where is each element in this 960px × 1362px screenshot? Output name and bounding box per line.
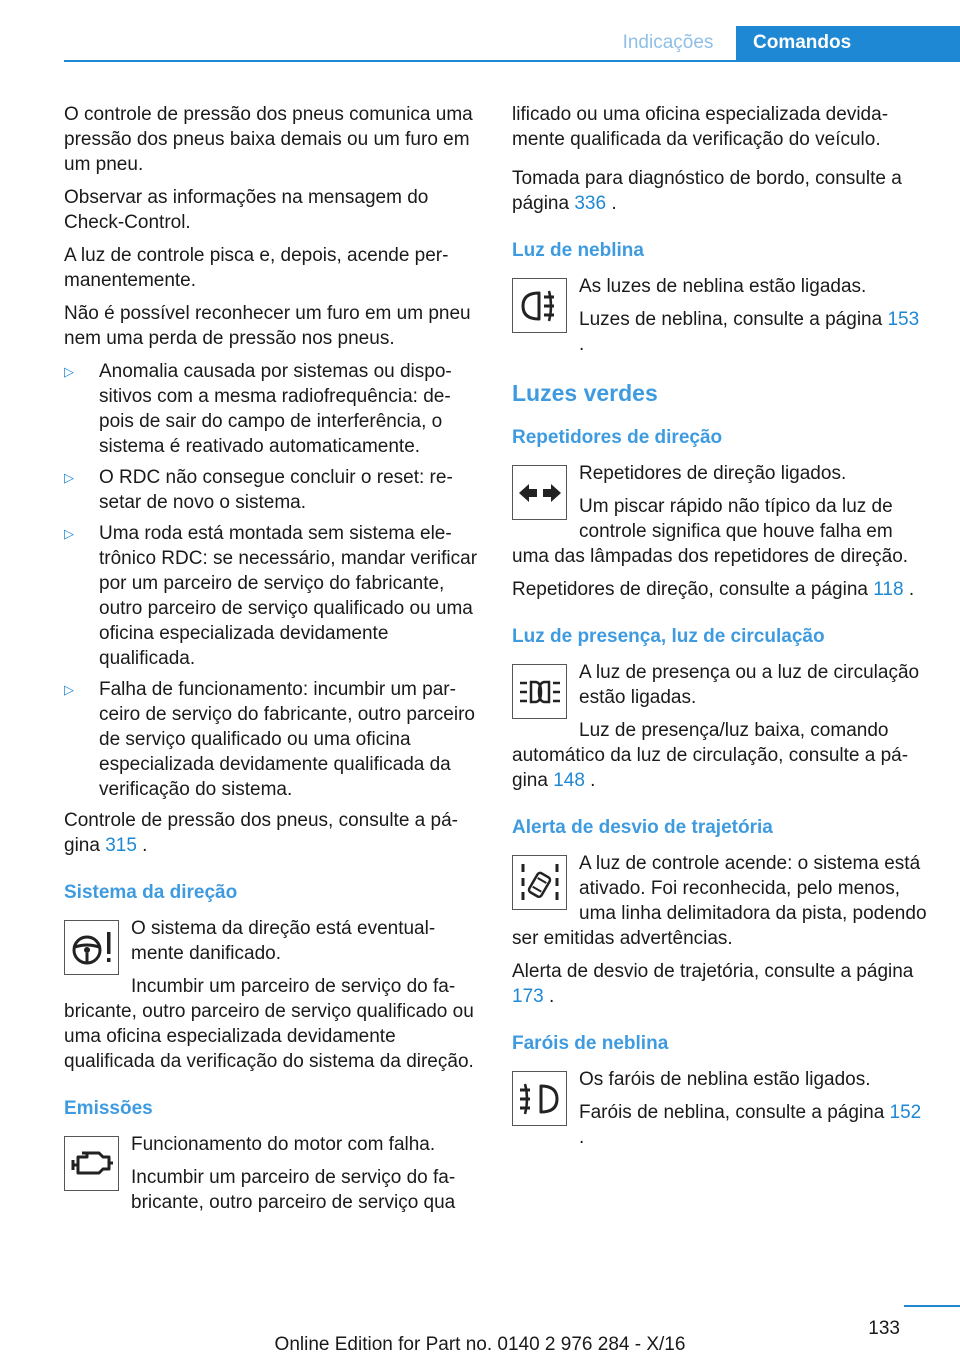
turn-signal-reference: Repetidores de direção, consulte a página 118 . — [512, 579, 915, 600]
triangle-bullet-icon: ▷ — [64, 682, 74, 697]
green-lights-heading: Luzes verdes — [512, 380, 658, 406]
list-item: ▷ O RDC não consegue concluir o reset: resetar de novo o sistema. — [64, 467, 453, 513]
triangle-bullet-icon: ▷ — [64, 470, 74, 485]
page-link-148[interactable]: 148 — [553, 770, 585, 791]
parking-light-paragraph-1: A luz de presença ou a luz de circulação estão ligadas. — [579, 662, 920, 708]
triangle-bullet-icon: ▷ — [64, 364, 74, 379]
page-link-153[interactable]: 153 — [887, 309, 920, 330]
tpms-paragraph-3: A luz de controle pisca e, depois, acende permanentemente. — [64, 245, 449, 291]
left-column — [64, 102, 478, 1223]
emissions-paragraph-1: Funcionamento do motor com falha. — [131, 1134, 436, 1155]
turn-signal-arrows-icon — [512, 465, 567, 520]
fog-lamps-heading: Faróis de neblina — [512, 1033, 669, 1054]
fog-light-reference: Luzes de neblina, consulte a página 153 . — [579, 309, 920, 355]
turn-signal-section — [512, 461, 928, 602]
steering-warning-icon — [64, 920, 119, 975]
parking-light-reference: Luz de presença/luz baixa, comando automático da luz de circulação, consulte a página 148 . — [512, 720, 909, 791]
continued-paragraph: lificado ou uma oficina especializada devidamente qualificada da verificação do veículo. — [512, 104, 889, 150]
rear-fog-light-icon — [512, 278, 567, 333]
parking-light-heading: Luz de presença, luz de circulação — [512, 626, 825, 647]
turn-signal-heading: Repetidores de direção — [512, 427, 723, 448]
lane-departure-reference: Alerta de desvio de trajetória, consulte a página 173 . — [512, 961, 914, 1007]
fog-lamps-section — [512, 1067, 928, 1158]
header-active-tab[interactable]: Comandos — [736, 26, 960, 62]
fog-lamps-reference: Faróis de neblina, consulte a página 152 . — [579, 1102, 922, 1148]
lane-departure-icon — [512, 855, 567, 910]
right-column — [512, 102, 928, 1158]
fog-light-section — [512, 274, 928, 365]
lane-departure-heading: Alerta de desvio de trajetória — [512, 817, 773, 838]
tpms-paragraph-2: Observar as informações na mensagem do Check-Control. — [64, 187, 429, 233]
turn-signal-paragraph-1: Repetidores de direção ligados. — [579, 463, 847, 484]
page-link-152[interactable]: 152 — [889, 1102, 922, 1123]
header-rule — [64, 60, 960, 62]
steering-section — [64, 916, 478, 1082]
lane-departure-paragraph: A luz de controle acende: o sistema está ativado. Foi reconhecida, pelo menos, uma linha delimitadora da pista, podendo ser emitidas advertências. — [512, 853, 927, 949]
fog-light-paragraph: As luzes de neblina estão ligadas. — [579, 276, 867, 297]
tpms-reference: Controle de pressão dos pneus, consulte a página 315 . — [64, 810, 458, 856]
fog-lamps-paragraph: Os faróis de neblina estão ligados. — [579, 1069, 871, 1090]
engine-check-icon — [64, 1136, 119, 1191]
steering-paragraph-1: O sistema da direção está eventualmente danificado. — [131, 918, 436, 964]
page-number: 133 — [868, 1318, 900, 1339]
obd-reference: Tomada para diagnóstico de bordo, consulte a página 336 . — [512, 168, 902, 214]
emissions-paragraph-2: Incumbir um parceiro de serviço do fabricante, outro parceiro de serviço qua — [131, 1167, 456, 1213]
steering-heading: Sistema da direção — [64, 882, 238, 903]
tpms-bullet-list — [64, 359, 478, 802]
header-section-tab[interactable]: Indicações — [622, 32, 714, 53]
page-link-336[interactable]: 336 — [574, 193, 607, 214]
page-link-315[interactable]: 315 — [105, 835, 137, 856]
tpms-paragraph-1: O controle de pressão dos pneus comunica uma pressão dos pneus baixa demais ou um furo em um pneu. — [64, 104, 473, 175]
steering-paragraph-2: Incumbir um parceiro de serviço do fabricante, outro parceiro de serviço qualificado ou uma oficina especializada devidamente qualificada da verificação do sistema da direção. — [64, 976, 474, 1072]
parking-light-icon — [512, 664, 567, 719]
list-item: ▷ Anomalia causada por sistemas ou dispositivos com a mesma radiofrequência: depois de sair do campo de interferência, o sistema é reativado automaticamente. — [64, 361, 452, 457]
front-fog-lamp-icon — [512, 1071, 567, 1126]
parking-light-section — [512, 660, 928, 793]
list-item: ▷ Falha de funcionamento: incumbir um parceiro de serviço do fabricante, outro parceiro de serviço qualificado ou uma oficina especializada devidamente qualificada da verificação do sistema. — [64, 679, 475, 800]
fog-light-heading: Luz de neblina — [512, 240, 644, 261]
edition-footer: Online Edition for Part no. 0140 2 976 284 - X/16 — [274, 1334, 686, 1355]
lane-departure-section — [512, 851, 928, 1009]
turn-signal-paragraph-2: Um piscar rápido não típico da luz de controle significa que houve falha em uma das lâmpadas dos repetidores de direção. — [512, 496, 909, 567]
tpms-paragraph-4: Não é possível reconhecer um furo em um pneu nem uma perda de pressão nos pneus. — [64, 303, 471, 349]
triangle-bullet-icon: ▷ — [64, 526, 74, 541]
page-link-173[interactable]: 173 — [512, 986, 544, 1007]
footer-rule — [904, 1305, 960, 1307]
emissions-section — [64, 1132, 478, 1215]
list-item: ▷ Uma roda está montada sem sistema eletrônico RDC: se necessário, mandar verificar por um parceiro de serviço do fabricante, outro parceiro de serviço qualificado ou uma oficina especializada devidamente qualificada. — [64, 523, 478, 669]
emissions-heading: Emissões — [64, 1098, 153, 1119]
page-link-118[interactable]: 118 — [873, 579, 904, 600]
